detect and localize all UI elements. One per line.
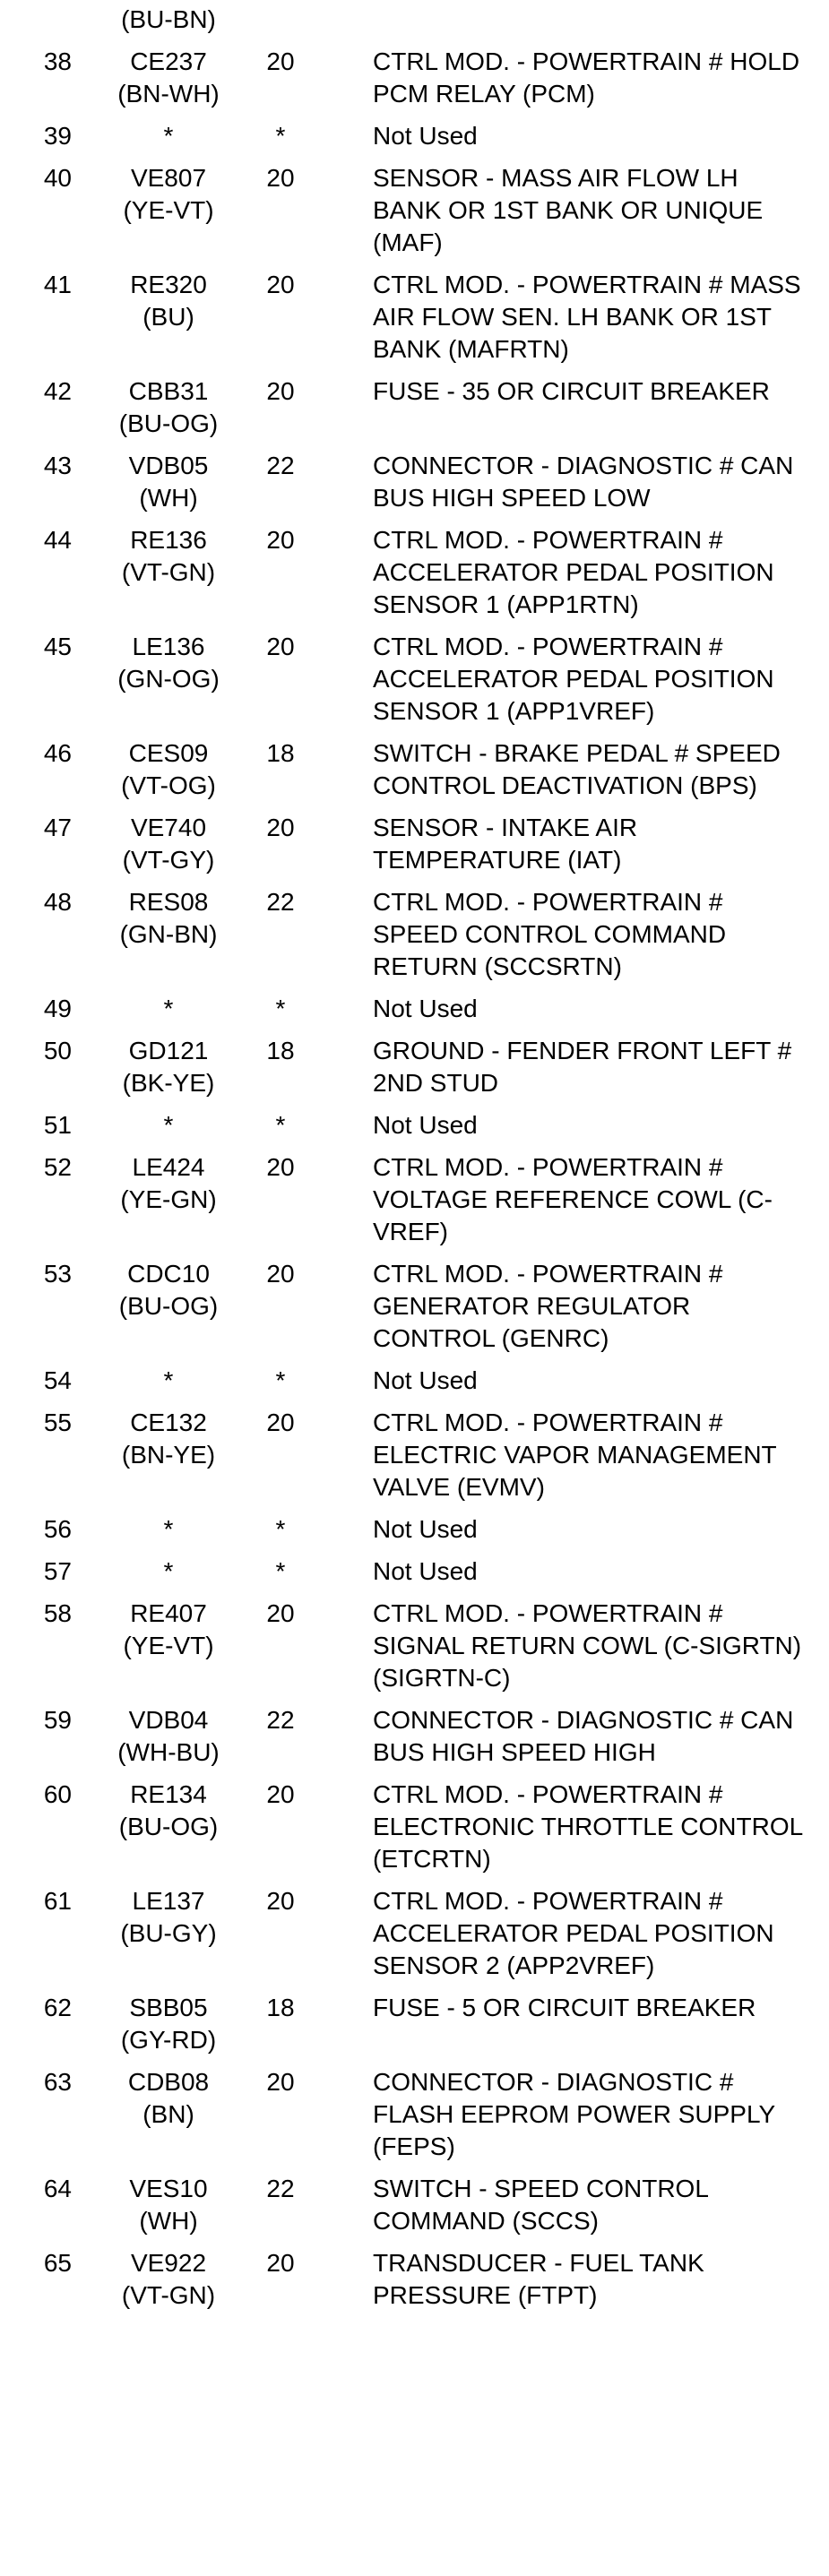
wire-color: (WH): [139, 2207, 198, 2235]
circuit-id: RE320: [130, 271, 207, 298]
circuit-cell: [97, 269, 240, 333]
circuit-function: CTRL MOD. - POWERTRAIN # ACCELERATOR PEDAL POSITION SENSOR 1 (APP1RTN): [373, 526, 774, 618]
circuit-id: RES08: [128, 888, 209, 916]
circuit-cell: [97, 1365, 240, 1397]
circuit-id: RE407: [130, 1599, 207, 1627]
pin-row: [0, 2066, 829, 2173]
wire-gauge: *: [275, 1515, 286, 1543]
pin-number: 40: [43, 164, 72, 192]
pin-number: 55: [43, 1409, 72, 1436]
pin-row: [0, 1598, 829, 1704]
circuit-cell: [97, 4, 240, 36]
circuit-function: Not Used: [373, 995, 478, 1022]
circuit-cell: [97, 993, 240, 1025]
wire-color: (BU): [142, 303, 194, 331]
pin-number: 59: [43, 1706, 72, 1734]
circuit-id: VE807: [130, 164, 207, 192]
pin-row: [0, 1992, 829, 2066]
circuit-cell: [97, 1151, 240, 1216]
wire-color: (GN-OG): [117, 665, 220, 693]
pin-number: 51: [43, 1111, 72, 1139]
wire-gauge: 20: [266, 526, 295, 554]
circuit-function: CTRL MOD. - POWERTRAIN # VOLTAGE REFERENCE COWL (C-VREF): [373, 1153, 773, 1245]
circuit-function: Not Used: [373, 1557, 478, 1585]
circuit-id: GD121: [128, 1037, 209, 1064]
wire-gauge: 18: [266, 1994, 295, 2021]
wire-gauge: 20: [266, 47, 295, 75]
circuit-function: CTRL MOD. - POWERTRAIN # ELECTRIC VAPOR MANAGEMENT VALVE (EVMV): [373, 1409, 777, 1501]
pin-number: 45: [43, 633, 72, 660]
circuit-cell: [97, 1704, 240, 1769]
wire-color: (VT-GN): [121, 558, 216, 586]
circuit-id: LE137: [132, 1887, 205, 1915]
pin-number: 65: [43, 2249, 72, 2277]
circuit-cell: [97, 450, 240, 514]
circuit-cell: [97, 1598, 240, 1662]
circuit-id: *: [163, 1557, 174, 1585]
wire-color: (BN-YE): [121, 1441, 216, 1469]
circuit-function: Not Used: [373, 122, 478, 150]
pin-row: [0, 1513, 829, 1555]
pin-row: [0, 1258, 829, 1365]
pin-number: 63: [43, 2068, 72, 2096]
circuit-id: *: [163, 1366, 174, 1394]
circuit-id: VE922: [130, 2249, 207, 2277]
circuit-cell: [97, 1035, 240, 1099]
wire-gauge: 22: [266, 888, 295, 916]
circuit-function: CTRL MOD. - POWERTRAIN # HOLD PCM RELAY (PCM): [373, 47, 800, 108]
circuit-id: LE424: [132, 1153, 205, 1181]
circuit-cell: [97, 1885, 240, 1950]
circuit-function: FUSE - 35 OR CIRCUIT BREAKER: [373, 377, 770, 405]
pin-number: 46: [43, 739, 72, 767]
pin-row: [0, 4, 829, 46]
circuit-id: CE132: [130, 1409, 207, 1436]
wire-gauge: 20: [266, 1780, 295, 1808]
wire-gauge: *: [275, 1366, 286, 1394]
circuit-function: CTRL MOD. - POWERTRAIN # ACCELERATOR PEDAL POSITION SENSOR 2 (APP2VREF): [373, 1887, 774, 1979]
circuit-id: SBB05: [129, 1994, 208, 2021]
circuit-cell: [97, 46, 240, 110]
circuit-cell: [97, 1513, 240, 1546]
circuit-function: CONNECTOR - DIAGNOSTIC # CAN BUS HIGH SPEED LOW: [373, 452, 794, 512]
wire-gauge: 20: [266, 2068, 295, 2096]
circuit-id: *: [163, 995, 174, 1022]
circuit-id: CES09: [128, 739, 209, 767]
circuit-id: *: [163, 1111, 174, 1139]
wire-color: (YE-VT): [123, 196, 214, 224]
circuit-function: CTRL MOD. - POWERTRAIN # GENERATOR REGULATOR CONTROL (GENRC): [373, 1260, 723, 1352]
circuit-cell: [97, 120, 240, 152]
pin-number: 56: [43, 1515, 72, 1543]
wire-color: (BN): [142, 2100, 194, 2128]
wire-gauge: *: [275, 1111, 286, 1139]
pin-row: [0, 2173, 829, 2247]
pin-number: 58: [43, 1599, 72, 1627]
circuit-id: CDC10: [127, 1260, 210, 1288]
pin-number: 54: [43, 1366, 72, 1394]
pin-row: [0, 524, 829, 631]
circuit-cell: [97, 631, 240, 695]
circuit-id: CE237: [130, 47, 207, 75]
wire-gauge: 22: [266, 1706, 295, 1734]
wire-color: (GY-RD): [120, 2026, 217, 2054]
pin-number: 57: [43, 1557, 72, 1585]
wire-gauge: 20: [266, 1260, 295, 1288]
wire-color: (BN-WH): [117, 80, 220, 108]
circuit-function: CONNECTOR - DIAGNOSTIC # CAN BUS HIGH SPEED HIGH: [373, 1706, 794, 1766]
circuit-cell: [97, 2173, 240, 2237]
circuit-id: CDB08: [127, 2068, 210, 2096]
pin-row: [0, 450, 829, 524]
pin-number: 39: [43, 122, 72, 150]
wire-gauge: 18: [266, 1037, 295, 1064]
pin-row: [0, 1885, 829, 1992]
wire-gauge: 20: [266, 633, 295, 660]
circuit-cell: [97, 812, 240, 876]
circuit-function: CTRL MOD. - POWERTRAIN # SIGNAL RETURN COWL (C-SIGRTN) (SIGRTN-C): [373, 1599, 802, 1692]
wire-color: (BU-BN): [121, 5, 216, 33]
wire-gauge: 20: [266, 1153, 295, 1181]
circuit-id: CBB31: [128, 377, 209, 405]
wire-gauge: 22: [266, 452, 295, 479]
circuit-cell: [97, 1555, 240, 1588]
circuit-function: Not Used: [373, 1515, 478, 1543]
circuit-id: VDB04: [128, 1706, 209, 1734]
pin-row: [0, 1365, 829, 1407]
circuit-function: SENSOR - MASS AIR FLOW LH BANK OR 1ST BANK OR UNIQUE (MAF): [373, 164, 764, 256]
pin-row: [0, 1779, 829, 1885]
pin-number: 43: [43, 452, 72, 479]
connector-pinout-table: [0, 4, 829, 2322]
wire-gauge: 20: [266, 814, 295, 841]
circuit-function: FUSE - 5 OR CIRCUIT BREAKER: [373, 1994, 756, 2021]
wire-gauge: *: [275, 995, 286, 1022]
wire-color: (VT-GY): [122, 846, 215, 874]
circuit-function: CTRL MOD. - POWERTRAIN # MASS AIR FLOW SEN. LH BANK OR 1ST BANK (MAFRTN): [373, 271, 801, 363]
wire-gauge: 20: [266, 377, 295, 405]
pin-row: [0, 1704, 829, 1779]
pin-row: [0, 120, 829, 162]
pin-row: [0, 269, 829, 375]
pin-number: 50: [43, 1037, 72, 1064]
circuit-id: VE740: [130, 814, 207, 841]
circuit-id: *: [163, 1515, 174, 1543]
circuit-function: CTRL MOD. - POWERTRAIN # SPEED CONTROL COMMAND RETURN (SCCSRTN): [373, 888, 727, 980]
pin-number: 41: [43, 271, 72, 298]
pin-row: [0, 46, 829, 120]
wire-color: (BU-OG): [118, 409, 219, 437]
pin-row: [0, 162, 829, 269]
pin-number: 62: [43, 1994, 72, 2021]
wire-gauge: 22: [266, 2175, 295, 2202]
circuit-function: CONNECTOR - DIAGNOSTIC # FLASH EEPROM POWER SUPPLY (FEPS): [373, 2068, 775, 2160]
pin-row: [0, 2247, 829, 2322]
pin-number: 44: [43, 526, 72, 554]
pin-number: 61: [43, 1887, 72, 1915]
pin-row: [0, 1151, 829, 1258]
circuit-id: RE134: [130, 1780, 207, 1808]
pin-number: 38: [43, 47, 72, 75]
circuit-id: *: [163, 122, 174, 150]
circuit-cell: [97, 886, 240, 951]
pin-row: [0, 993, 829, 1035]
pin-number: 53: [43, 1260, 72, 1288]
pin-number: 60: [43, 1780, 72, 1808]
wire-gauge: 20: [266, 164, 295, 192]
wire-gauge: 20: [266, 1409, 295, 1436]
wire-color: (YE-GN): [120, 1185, 217, 1213]
pin-number: 64: [43, 2175, 72, 2202]
circuit-cell: [97, 1407, 240, 1471]
pin-number: 42: [43, 377, 72, 405]
wire-color: (BK-YE): [122, 1069, 215, 1097]
circuit-cell: [97, 375, 240, 440]
circuit-cell: [97, 1779, 240, 1843]
circuit-function: CTRL MOD. - POWERTRAIN # ELECTRONIC THROTTLE CONTROL (ETCRTN): [373, 1780, 803, 1873]
circuit-cell: [97, 1992, 240, 2056]
circuit-function: Not Used: [373, 1366, 478, 1394]
circuit-cell: [97, 1109, 240, 1142]
wire-gauge: 18: [266, 739, 295, 767]
wire-color: (GN-BN): [119, 920, 218, 948]
wire-gauge: 20: [266, 2249, 295, 2277]
pin-number: 47: [43, 814, 72, 841]
wire-color: (BU-GY): [120, 1919, 217, 1947]
pin-row: [0, 375, 829, 450]
wire-gauge: 20: [266, 271, 295, 298]
circuit-function: CTRL MOD. - POWERTRAIN # ACCELERATOR PEDAL POSITION SENSOR 1 (APP1VREF): [373, 633, 774, 725]
circuit-id: RE136: [130, 526, 207, 554]
wire-color: (WH-BU): [117, 1738, 220, 1766]
wire-gauge: *: [275, 1557, 286, 1585]
pin-row: [0, 631, 829, 737]
pin-row: [0, 812, 829, 886]
circuit-id: LE136: [132, 633, 205, 660]
wire-color: (WH): [139, 484, 198, 512]
wire-color: (YE-VT): [123, 1632, 214, 1659]
pin-number: 52: [43, 1153, 72, 1181]
circuit-cell: [97, 2247, 240, 2312]
wire-color: (BU-OG): [118, 1292, 219, 1320]
pin-row: [0, 1555, 829, 1598]
circuit-function: GROUND - FENDER FRONT LEFT # 2ND STUD: [373, 1037, 792, 1097]
wire-color: (BU-OG): [118, 1813, 219, 1840]
circuit-function: SWITCH - SPEED CONTROL COMMAND (SCCS): [373, 2175, 708, 2235]
circuit-cell: [97, 1258, 240, 1322]
circuit-id: VDB05: [128, 452, 209, 479]
pin-number: 49: [43, 995, 72, 1022]
wire-color: (VT-OG): [121, 771, 216, 799]
pin-row: [0, 1407, 829, 1513]
wire-gauge: 20: [266, 1887, 295, 1915]
circuit-cell: [97, 524, 240, 589]
wire-gauge: *: [275, 122, 286, 150]
circuit-function: SENSOR - INTAKE AIR TEMPERATURE (IAT): [373, 814, 638, 874]
circuit-cell: [97, 2066, 240, 2131]
circuit-id: VES10: [129, 2175, 208, 2202]
circuit-function: SWITCH - BRAKE PEDAL # SPEED CONTROL DEACTIVATION (BPS): [373, 739, 781, 799]
circuit-function: TRANSDUCER - FUEL TANK PRESSURE (FTPT): [373, 2249, 704, 2309]
pin-row: [0, 1035, 829, 1109]
pin-row: [0, 737, 829, 812]
wire-color: (VT-GN): [121, 2281, 216, 2309]
pin-row: [0, 886, 829, 993]
wire-gauge: 20: [266, 1599, 295, 1627]
pin-row: [0, 1109, 829, 1151]
pin-number: 48: [43, 888, 72, 916]
circuit-function: Not Used: [373, 1111, 478, 1139]
circuit-cell: [97, 737, 240, 802]
circuit-cell: [97, 162, 240, 227]
